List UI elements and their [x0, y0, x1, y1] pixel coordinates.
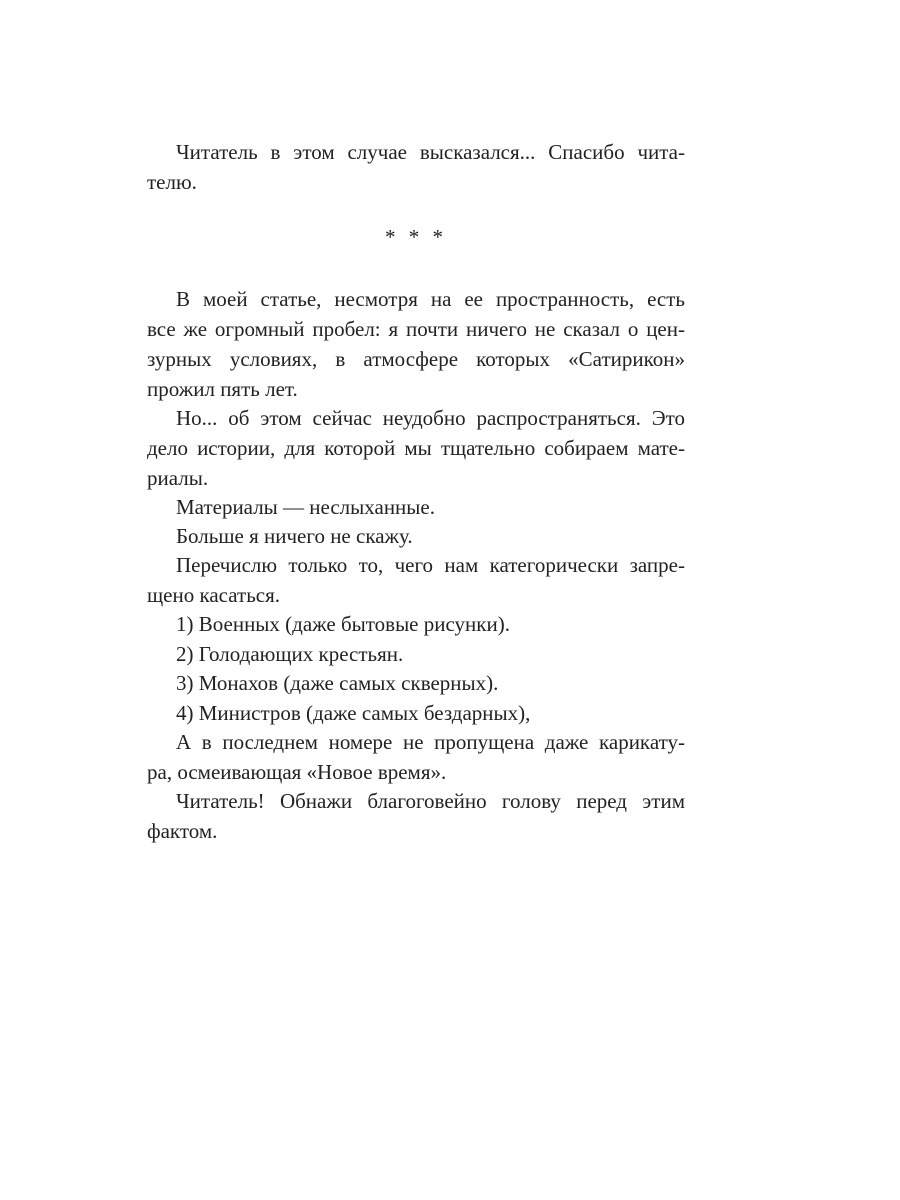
text-line: Читатель! Обнажи благоговейно голову перед этим — [176, 789, 685, 813]
text-line: все же огромный пробел: я почти ничего не сказал о цен- — [147, 317, 685, 341]
list-item: 3) Монахов (даже самых скверных). — [176, 671, 499, 695]
text-line: Но... об этом сейчас неудобно распространяться. Это — [176, 406, 685, 430]
text-line: Перечислю только то, чего нам категорически запре- — [176, 553, 685, 577]
text-line: фактом. — [147, 819, 218, 843]
list-item: 4) Министров (даже самых бездарных), — [176, 701, 531, 725]
text-line: риалы. — [147, 466, 209, 490]
text-line: ра, осмеивающая «Новое время». — [147, 760, 447, 784]
text-line: телю. — [147, 170, 197, 194]
list-item: 1) Военных (даже бытовые рисунки). — [176, 612, 510, 636]
text-line: щено касаться. — [147, 583, 281, 607]
text-line: В моей статье, несмотря на ее пространность, есть — [176, 287, 685, 311]
text-line: Читатель в этом случае высказался... Спасибо чита- — [176, 140, 685, 164]
section-separator: * * * — [385, 225, 447, 249]
text-line: Материалы — неслыханные. — [176, 495, 435, 519]
text-line: зурных условиях, в атмосфере которых «Сатирикон» — [147, 347, 685, 371]
text-line: Больше я ничего не скажу. — [176, 524, 413, 548]
text-line: прожил пять лет. — [147, 377, 298, 401]
list-item: 2) Голодающих крестьян. — [176, 642, 404, 666]
text-line: А в последнем номере не пропущена даже карикату- — [176, 730, 685, 754]
text-line: дело истории, для которой мы тщательно собираем мате- — [147, 436, 685, 460]
